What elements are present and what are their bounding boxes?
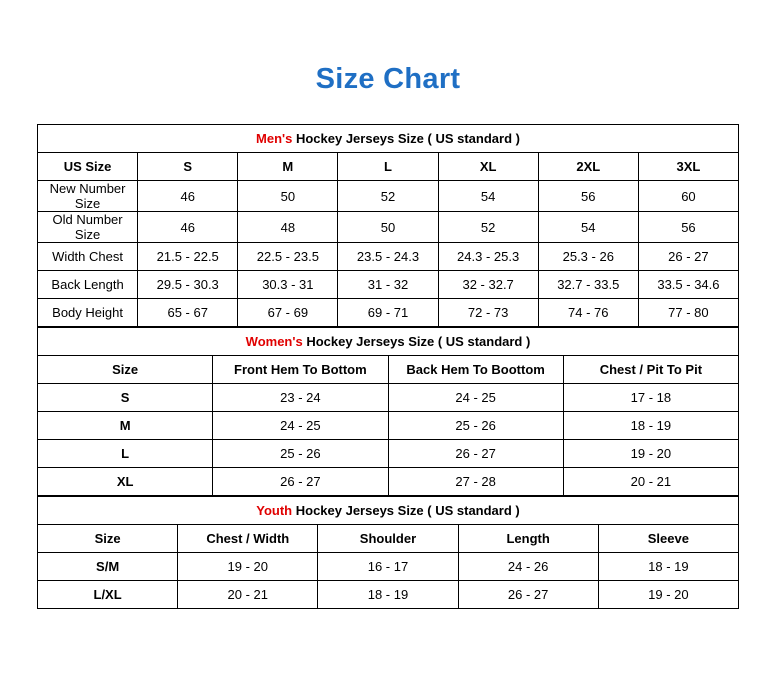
- womens-banner: [38, 328, 739, 356]
- table-row: [38, 271, 739, 299]
- mens-banner-accent: Men's: [256, 131, 293, 146]
- womens-row-0-cell-1: 23 - 24: [213, 384, 388, 412]
- table-row: [38, 243, 739, 271]
- table-banner-row: [38, 328, 739, 356]
- mens-row-1-cell-2: 48: [238, 212, 338, 243]
- youth-header-3: Length: [458, 525, 598, 553]
- womens-row-0-label: S: [38, 384, 213, 412]
- mens-row-0-cell-2: 50: [238, 181, 338, 212]
- mens-row-0-cell-1: 46: [138, 181, 238, 212]
- womens-row-1-cell-1: 24 - 25: [213, 412, 388, 440]
- mens-row-3-cell-1: 29.5 - 30.3: [138, 271, 238, 299]
- mens-row-1-cell-4: 52: [438, 212, 538, 243]
- womens-header-3: Chest / Pit To Pit: [563, 356, 738, 384]
- womens-row-2-cell-2: 26 - 27: [388, 440, 563, 468]
- youth-row-0-cell-4: 18 - 19: [598, 553, 738, 581]
- youth-row-1-cell-1: 20 - 21: [178, 581, 318, 609]
- mens-header-2: M: [238, 153, 338, 181]
- table-row: [38, 181, 739, 212]
- mens-row-3-cell-4: 32 - 32.7: [438, 271, 538, 299]
- table-row: [38, 299, 739, 327]
- youth-banner: [38, 497, 739, 525]
- youth-row-0-cell-1: 19 - 20: [178, 553, 318, 581]
- mens-row-1-cell-1: 46: [138, 212, 238, 243]
- youth-header-2: Shoulder: [318, 525, 458, 553]
- mens-row-4-cell-4: 72 - 73: [438, 299, 538, 327]
- womens-row-2-cell-1: 25 - 26: [213, 440, 388, 468]
- womens-row-1-cell-3: 18 - 19: [563, 412, 738, 440]
- mens-header-6: 3XL: [638, 153, 738, 181]
- mens-row-2-cell-5: 25.3 - 26: [538, 243, 638, 271]
- table-row: [38, 468, 739, 496]
- table-row: [38, 553, 739, 581]
- womens-row-3-label: XL: [38, 468, 213, 496]
- mens-header-3: L: [338, 153, 438, 181]
- size-chart-tables: [37, 124, 739, 609]
- youth-header-4: Sleeve: [598, 525, 738, 553]
- womens-row-0-cell-2: 24 - 25: [388, 384, 563, 412]
- mens-header-4: XL: [438, 153, 538, 181]
- mens-size-table: [37, 124, 739, 327]
- mens-banner: [38, 125, 739, 153]
- youth-header-0: Size: [38, 525, 178, 553]
- womens-row-3-cell-1: 26 - 27: [213, 468, 388, 496]
- table-row: [38, 212, 739, 243]
- mens-header-0: US Size: [38, 153, 138, 181]
- youth-row-0-cell-2: 16 - 17: [318, 553, 458, 581]
- mens-row-1-label: Old Number Size: [38, 212, 138, 243]
- youth-banner-rest: Hockey Jerseys Size ( US standard ): [292, 503, 520, 518]
- table-banner-row: [38, 125, 739, 153]
- mens-row-3-cell-2: 30.3 - 31: [238, 271, 338, 299]
- mens-row-1-cell-5: 54: [538, 212, 638, 243]
- mens-row-4-cell-3: 69 - 71: [338, 299, 438, 327]
- womens-row-3-cell-2: 27 - 28: [388, 468, 563, 496]
- table-row: [38, 440, 739, 468]
- mens-row-3-label: Back Length: [38, 271, 138, 299]
- youth-row-1-cell-3: 26 - 27: [458, 581, 598, 609]
- table-header-row: [38, 356, 739, 384]
- womens-row-1-label: M: [38, 412, 213, 440]
- mens-row-2-cell-3: 23.5 - 24.3: [338, 243, 438, 271]
- youth-header-1: Chest / Width: [178, 525, 318, 553]
- womens-header-1: Front Hem To Bottom: [213, 356, 388, 384]
- page-title: Size Chart: [315, 63, 461, 95]
- mens-row-1-cell-6: 56: [638, 212, 738, 243]
- mens-row-0-cell-6: 60: [638, 181, 738, 212]
- mens-row-0-cell-4: 54: [438, 181, 538, 212]
- womens-row-0-cell-3: 17 - 18: [563, 384, 738, 412]
- youth-row-1-cell-2: 18 - 19: [318, 581, 458, 609]
- womens-row-1-cell-2: 25 - 26: [388, 412, 563, 440]
- mens-row-3-cell-5: 32.7 - 33.5: [538, 271, 638, 299]
- mens-header-1: S: [138, 153, 238, 181]
- womens-header-0: Size: [38, 356, 213, 384]
- mens-row-4-label: Body Height: [38, 299, 138, 327]
- youth-size-table: [37, 496, 739, 609]
- table-header-row: [38, 525, 739, 553]
- youth-row-0-cell-3: 24 - 26: [458, 553, 598, 581]
- womens-banner-accent: Women's: [245, 334, 303, 349]
- mens-row-3-cell-6: 33.5 - 34.6: [638, 271, 738, 299]
- table-banner-row: [38, 497, 739, 525]
- table-row: [38, 581, 739, 609]
- mens-row-0-cell-5: 56: [538, 181, 638, 212]
- mens-row-4-cell-6: 77 - 80: [638, 299, 738, 327]
- womens-banner-rest: Hockey Jerseys Size ( US standard ): [302, 334, 531, 349]
- mens-header-5: 2XL: [538, 153, 638, 181]
- mens-row-2-cell-6: 26 - 27: [638, 243, 738, 271]
- youth-banner-accent: Youth: [256, 503, 293, 518]
- mens-row-0-label: New Number Size: [38, 181, 138, 212]
- mens-row-1-cell-3: 50: [338, 212, 438, 243]
- mens-row-4-cell-1: 65 - 67: [138, 299, 238, 327]
- youth-row-0-label: S/M: [38, 553, 178, 581]
- mens-row-2-cell-4: 24.3 - 25.3: [438, 243, 538, 271]
- mens-row-3-cell-3: 31 - 32: [338, 271, 438, 299]
- table-header-row: [38, 153, 739, 181]
- table-row: [38, 412, 739, 440]
- mens-row-2-cell-1: 21.5 - 22.5: [138, 243, 238, 271]
- womens-row-3-cell-3: 20 - 21: [563, 468, 738, 496]
- womens-size-table: [37, 327, 739, 496]
- mens-banner-rest: Hockey Jerseys Size ( US standard ): [292, 131, 520, 146]
- table-row: [38, 384, 739, 412]
- mens-row-0-cell-3: 52: [338, 181, 438, 212]
- womens-row-2-cell-3: 19 - 20: [563, 440, 738, 468]
- youth-row-1-label: L/XL: [38, 581, 178, 609]
- womens-row-2-label: L: [38, 440, 213, 468]
- mens-row-2-cell-2: 22.5 - 23.5: [238, 243, 338, 271]
- mens-row-4-cell-2: 67 - 69: [238, 299, 338, 327]
- youth-row-1-cell-4: 19 - 20: [598, 581, 738, 609]
- mens-row-4-cell-5: 74 - 76: [538, 299, 638, 327]
- womens-header-2: Back Hem To Boottom: [388, 356, 563, 384]
- mens-row-2-label: Width Chest: [38, 243, 138, 271]
